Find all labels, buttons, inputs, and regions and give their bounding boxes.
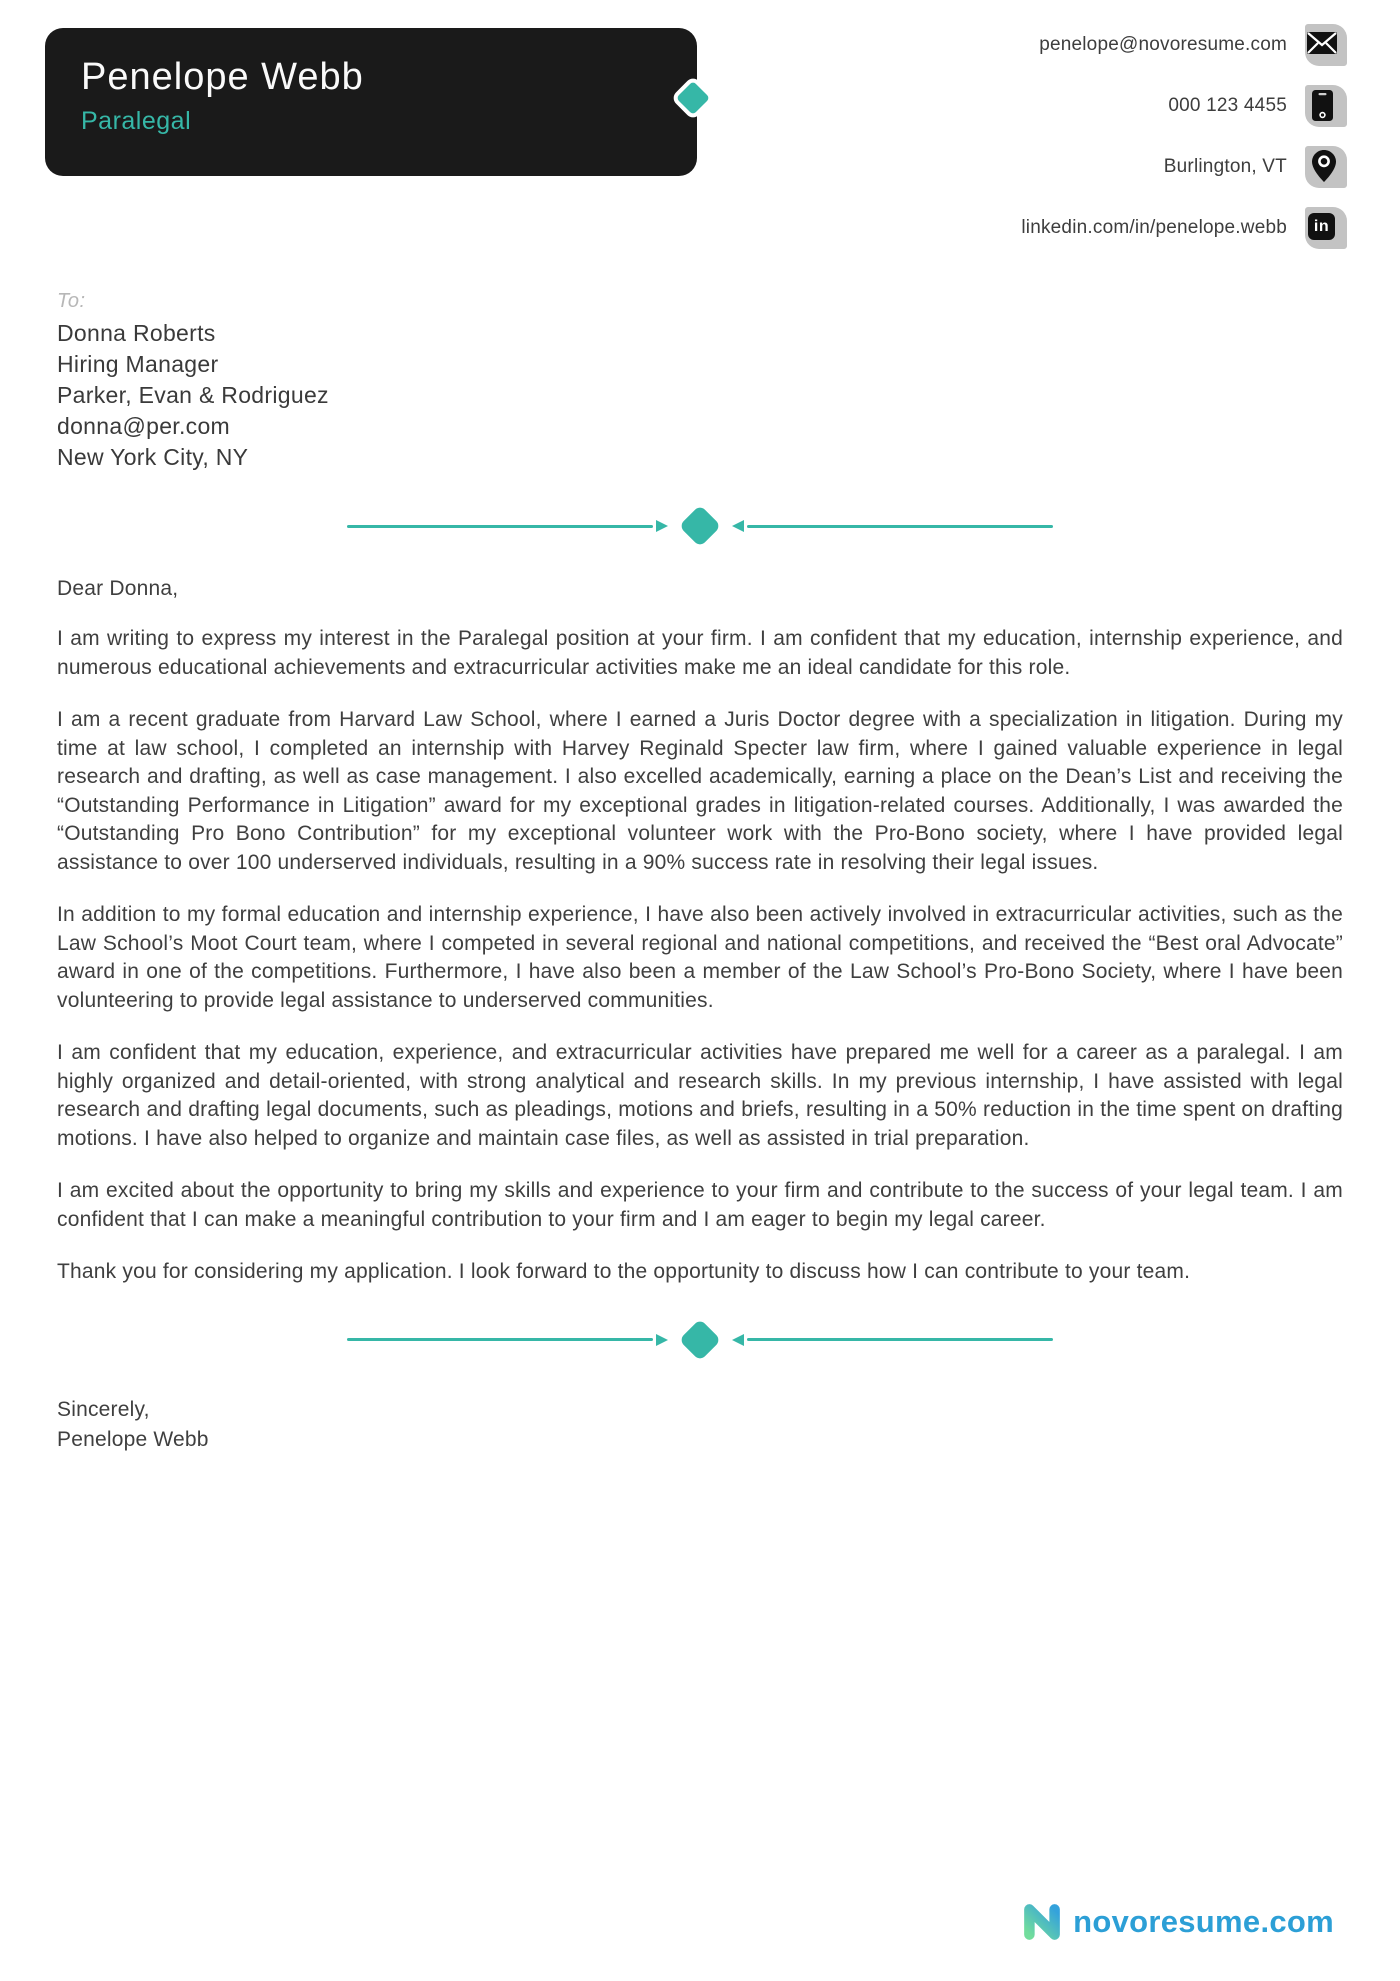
diamond-icon [679,505,721,547]
contact-row-phone[interactable] [1021,85,1347,127]
diamond-icon [679,1318,721,1360]
location-icon [1305,146,1347,188]
contact-row-email[interactable] [1021,24,1347,66]
contact-row-location [1021,146,1347,188]
linkedin-text: linkedin.com/in/penelope.webb [1021,217,1287,238]
person-job-title: Paralegal [81,107,192,135]
to-label: To: [57,290,86,312]
contact-row-linkedin[interactable] [1021,207,1347,249]
signature-block [57,1395,1343,1455]
divider-line [347,1338,653,1341]
closing: Sincerely, [57,1397,150,1421]
linkedin-glyph: in [1308,213,1335,240]
linkedin-icon [1305,207,1347,249]
letter-body [57,577,1343,1287]
paragraph-2: I am a recent graduate from Harvard Law School, where I earned a Juris Doctor degree with a specialization in litigation. During my time at law school, I completed an internship with Harvey Reginald Specter law firm, where I gained valuable experience in legal research and drafting, as well as case management. I also excelled academically, earning a place on the Dean’s List and receiving the “Outstanding Performance in Litigation” award for my exceptional grades in litigation-related courses. Additionally, I was awarded the “Outstanding Pro Bono Contribution” for my exceptional volunteer work with the Pro-Bono society, where I have provided legal assistance to over 100 underserved individuals, resulting in a 90% success rate in resolving their legal issues. [57,708,1343,874]
brand-footer[interactable] [1021,1901,1334,1943]
divider-line [347,525,653,528]
email-icon [1305,24,1347,66]
arrow-right-icon [656,520,668,532]
phone-icon [1305,85,1347,127]
signature-name: Penelope Webb [57,1427,209,1451]
person-name: Penelope Webb [81,56,364,98]
recipient-city: New York City, NY [57,444,249,470]
recipient-role: Hiring Manager [57,351,219,377]
salutation: Dear Donna, [57,577,179,600]
brand-name: novoresume.com [1073,1904,1334,1939]
divider-line [747,1338,1053,1341]
section-divider-top [347,511,1053,541]
email-text: penelope@novoresume.com [1039,34,1287,55]
location-text: Burlington, VT [1163,156,1287,177]
name-card [45,28,697,176]
recipient-block [57,290,1343,473]
arrow-left-icon [732,1334,744,1346]
paragraph-6: Thank you for considering my application. I look forward to the opportunity to discuss how I can contribute to your team. [57,1260,1191,1283]
section-divider-bottom [347,1325,1053,1355]
arrow-right-icon [656,1334,668,1346]
recipient-name: Donna Roberts [57,320,216,346]
paragraph-3: In addition to my formal education and internship experience, I have also been actively involved in extracurricular activities, such as the Law School’s Moot Court team, where I competed in several regional and national competitions, and received the “Best oral Advocate” award in one of the competitions. Furthermore, I have also been a member of the Law School’s Pro-Bono Society, where I have been volunteering to provide legal assistance to underserved communities. [57,903,1343,1012]
recipient-company: Parker, Evan & Rodriguez [57,382,329,408]
paragraph-5: I am excited about the opportunity to bring my skills and experience to your firm and contribute to the success of your legal team. I am confident that I can make a meaningful contribution to your firm and I am eager to begin my legal career. [57,1179,1343,1231]
paragraph-4: I am confident that my education, experience, and extracurricular activities have prepared me well for a career as a paralegal. I am highly organized and detail-oriented, with strong analytical and research skills. In my previous internship, I have assisted with legal research and drafting legal documents, such as pleadings, motions and briefs, resulting in a 50% reduction in the time spent on drafting motions. I have also helped to organize and maintain case files, as well as assisted in trial preparation. [57,1041,1343,1150]
recipient-email: donna@per.com [57,413,231,439]
arrow-left-icon [732,520,744,532]
paragraph-1: I am writing to express my interest in the Paralegal position at your firm. I am confident that my education, internship experience, and numerous educational achievements and extracurricular activities make me an ideal candidate for this role. [57,627,1343,679]
phone-text: 000 123 4455 [1168,95,1287,116]
contact-list [1021,24,1347,249]
divider-line [747,525,1053,528]
novoresume-logo-icon [1021,1901,1063,1943]
